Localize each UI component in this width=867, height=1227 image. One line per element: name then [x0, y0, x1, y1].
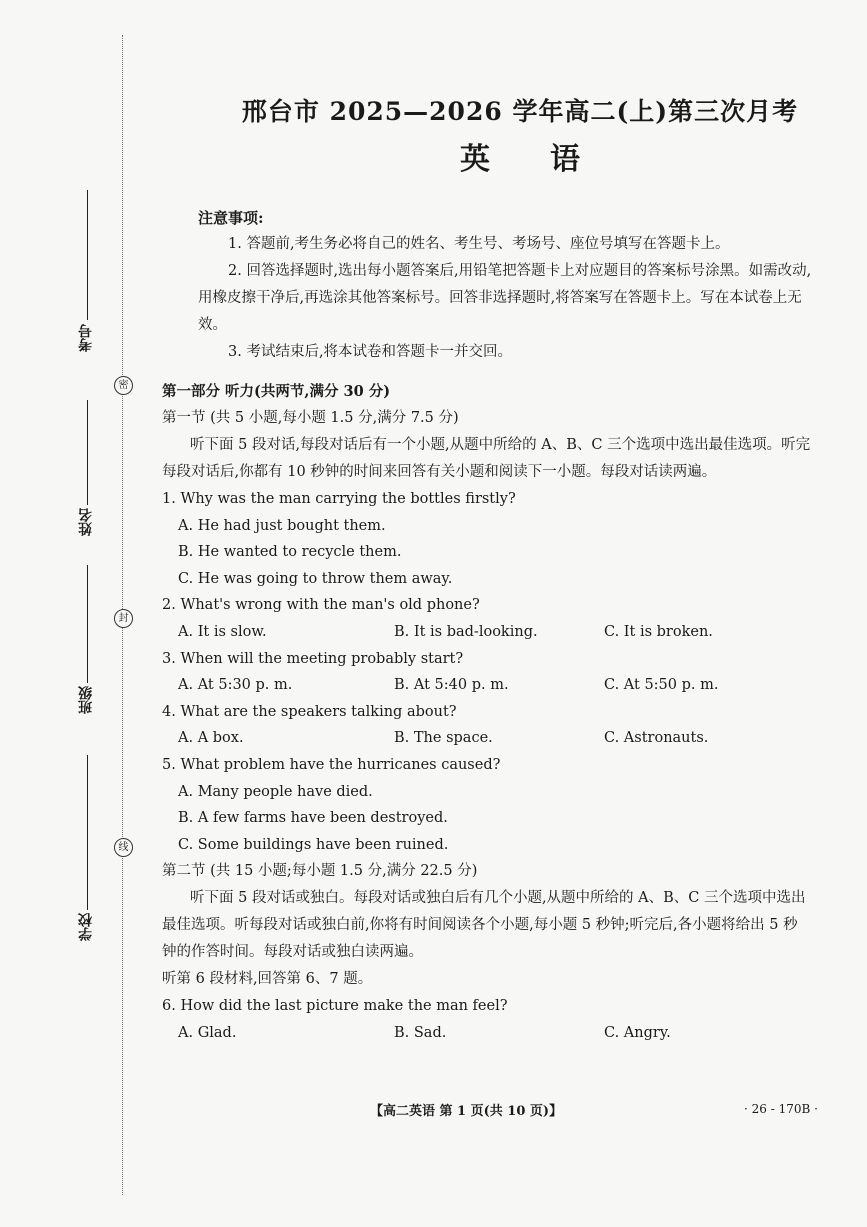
question-3: 3. When will the meeting probably start? [162, 650, 464, 667]
notice-title: 注意事项: [198, 209, 264, 227]
q6-options [162, 1020, 812, 1047]
q3-option-a: A. At 5:30 p. m. [178, 677, 293, 694]
class-field [66, 565, 108, 725]
q2-option-a: A. It is slow. [178, 623, 267, 640]
section1-title: 第一节 (共 5 小题,每小题 1.5 分,满分 7.5 分) [162, 410, 459, 426]
q6-option-b: B. Sad. [394, 1024, 447, 1041]
exam-content [162, 205, 812, 1047]
exam-title: 邢台市 2025—2026 学年高二(上)第三次月考 [241, 97, 799, 126]
school-label: 学校 [78, 913, 94, 941]
name-label: 姓名 [78, 508, 94, 536]
section1-instructions: 听下面 5 段对话,每段对话后有一个小题,从题中所给的 A、B、C 三个选项中选出最佳选项。听完每段对话后,你都有 10 秒钟的时间来回答有关小题和阅读下一小题。每段对话读两遍。 [162, 437, 811, 480]
section2-title: 第二节 (共 15 小题;每小题 1.5 分,满分 22.5 分) [162, 863, 478, 880]
question-6: 6. How did the last picture make the man feel? [162, 998, 508, 1015]
section2-instructions: 听下面 5 段对话或独白。每段对话或独白后有几个小题,从题中所给的 A、B、C 三个选项中选出最佳选项。听每段对话或独白前,你将有时间阅读各个小题,每小题 5 秒钟;听完后,各小题将给出 5 秒钟的作答时间。每段对话或独白读两遍。 [162, 890, 806, 961]
q4-option-b: B. The space. [394, 730, 493, 747]
q1-option-b: B. He wanted to recycle them. [178, 544, 402, 561]
name-field [66, 400, 108, 550]
q3-option-b: B. At 5:40 p. m. [394, 677, 509, 694]
seal-feng: 封 [114, 609, 133, 628]
question-1: 1. Why was the man carrying the bottles firstly? [162, 491, 516, 507]
q1-option-a: A. He had just bought them. [178, 517, 386, 534]
school-field [66, 755, 108, 950]
q3-options [162, 672, 812, 699]
exam-header [160, 92, 840, 178]
q4-option-a: A. A box. [178, 730, 244, 747]
q2-option-c: C. It is broken. [604, 623, 713, 640]
q6-option-c: C. Angry. [604, 1024, 671, 1041]
q4-option-c: C. Astronauts. [604, 730, 709, 747]
notice-item-2: 2. 回答选择题时,选出每小题答案后,用铅笔把答题卡上对应题目的答案标号涂黑。如需改动,用橡皮擦干净后,再选涂其他答案标号。回答非选择题时,将答案写在答题卡上。写在本试卷上无效。 [198, 263, 812, 333]
question-4: 4. What are the speakers talking about? [162, 703, 457, 720]
q5-option-b: B. A few farms have been destroyed. [178, 810, 448, 827]
q2-option-b: B. It is bad-looking. [394, 623, 538, 640]
question-5: 5. What problem have the hurricanes caused? [162, 756, 501, 773]
subject-title: 英语 [460, 142, 640, 177]
exam-number-label: 考号 [78, 324, 94, 352]
q2-options [162, 619, 812, 646]
paper-code: · 26 - 170B · [744, 1102, 818, 1116]
question-2: 2. What's wrong with the man's old phone? [162, 597, 480, 614]
notice-item-1: 1. 答题前,考生务必将自己的姓名、考生号、考场号、座位号填写在答题卡上。 [228, 236, 730, 252]
page-footer: 【高二英语 第 1 页(共 10 页)】 [370, 1104, 563, 1119]
seal-mi: 密 [114, 376, 133, 395]
class-label: 班级 [78, 686, 94, 714]
q3-option-c: C. At 5:50 p. m. [604, 677, 719, 694]
q1-option-c: C. He was going to throw them away. [178, 570, 453, 587]
q5-option-c: C. Some buildings have been ruined. [178, 836, 449, 853]
q6-option-a: A. Glad. [178, 1024, 237, 1041]
notice-item-3: 3. 考试结束后,将本试卷和答题卡一并交回。 [228, 344, 513, 360]
q4-options [162, 725, 812, 752]
material-6-instruction: 听第 6 段材料,回答第 6、7 题。 [162, 971, 373, 988]
q5-option-a: A. Many people have died. [178, 783, 373, 800]
seal-xian: 线 [114, 838, 133, 857]
part1-title: 第一部分 听力(共两节,满分 30 分) [162, 383, 391, 400]
exam-number-field [66, 190, 108, 360]
